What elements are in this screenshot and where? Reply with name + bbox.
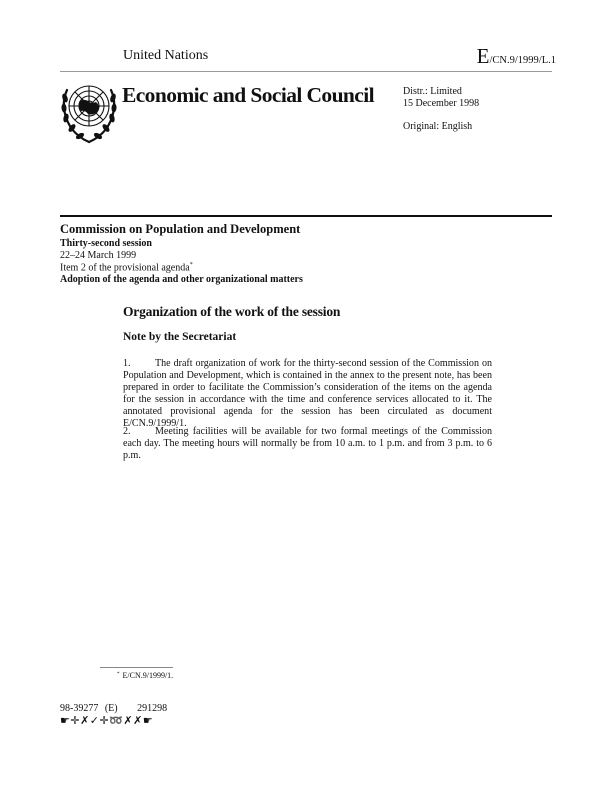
footnote-text: E/CN.9/1999/1. bbox=[122, 671, 174, 680]
footnote bbox=[117, 671, 173, 680]
document-title: Organization of the work of the session bbox=[123, 304, 341, 319]
session-dates: 22–24 March 1999 bbox=[60, 250, 137, 261]
un-emblem-icon bbox=[59, 78, 119, 152]
paragraph-number: 2. bbox=[123, 426, 131, 437]
job-number bbox=[60, 703, 167, 714]
job-number-text: 98-39277 (E) bbox=[60, 703, 118, 714]
issue-date: 15 December 1998 bbox=[403, 98, 480, 109]
footnote-mark: * bbox=[117, 672, 120, 677]
agenda-item-title: Adoption of the agenda and other organizational matters bbox=[60, 274, 303, 285]
footnote-rule bbox=[100, 667, 173, 668]
original-language: Original: English bbox=[403, 121, 473, 132]
job-date: 291298 bbox=[137, 703, 168, 714]
paragraph-2 bbox=[123, 426, 492, 462]
session-name: Thirty-second session bbox=[60, 238, 152, 249]
paragraph-text: The draft organization of work for the thirty-second session of the Commission on Population and Development, which is contained in the annex to the present note, has been prepared in order to facilitate the Commission’s consideration of the items on the agenda for the session in accordance with the time and conference services allocated to it. The annotated provisional agenda for the session has been circulated as document E/CN.9/1999/1. bbox=[123, 358, 492, 430]
agenda-item bbox=[60, 262, 193, 273]
section-rule bbox=[60, 215, 552, 217]
barcode-glyphs: ☛✛✗✓✛➿✗✗☛ bbox=[60, 714, 154, 727]
header-rule bbox=[60, 71, 552, 72]
paragraph-text: Meeting facilities will be available for two formal meetings of the Commission each day. The meeting hours will normally be from 10 a.m. to 1 p.m. and from 3 p.m. to 6 p.m. bbox=[123, 426, 492, 462]
commission-name: Commission on Population and Development bbox=[60, 222, 301, 236]
document-symbol bbox=[477, 44, 556, 69]
agenda-item-text: Item 2 of the provisional agenda bbox=[60, 262, 190, 274]
organization-name: United Nations bbox=[123, 48, 209, 63]
paragraph-1 bbox=[123, 358, 492, 430]
document-subtitle: Note by the Secretariat bbox=[123, 331, 237, 343]
council-name: Economic and Social Council bbox=[122, 83, 374, 107]
footnote-reference[interactable]: * bbox=[189, 262, 193, 268]
symbol-prefix: E bbox=[476, 44, 490, 68]
symbol-rest: /CN.9/1999/L.1 bbox=[489, 55, 556, 66]
distribution: Distr.: Limited bbox=[403, 86, 462, 97]
paragraph-number: 1. bbox=[123, 358, 131, 369]
